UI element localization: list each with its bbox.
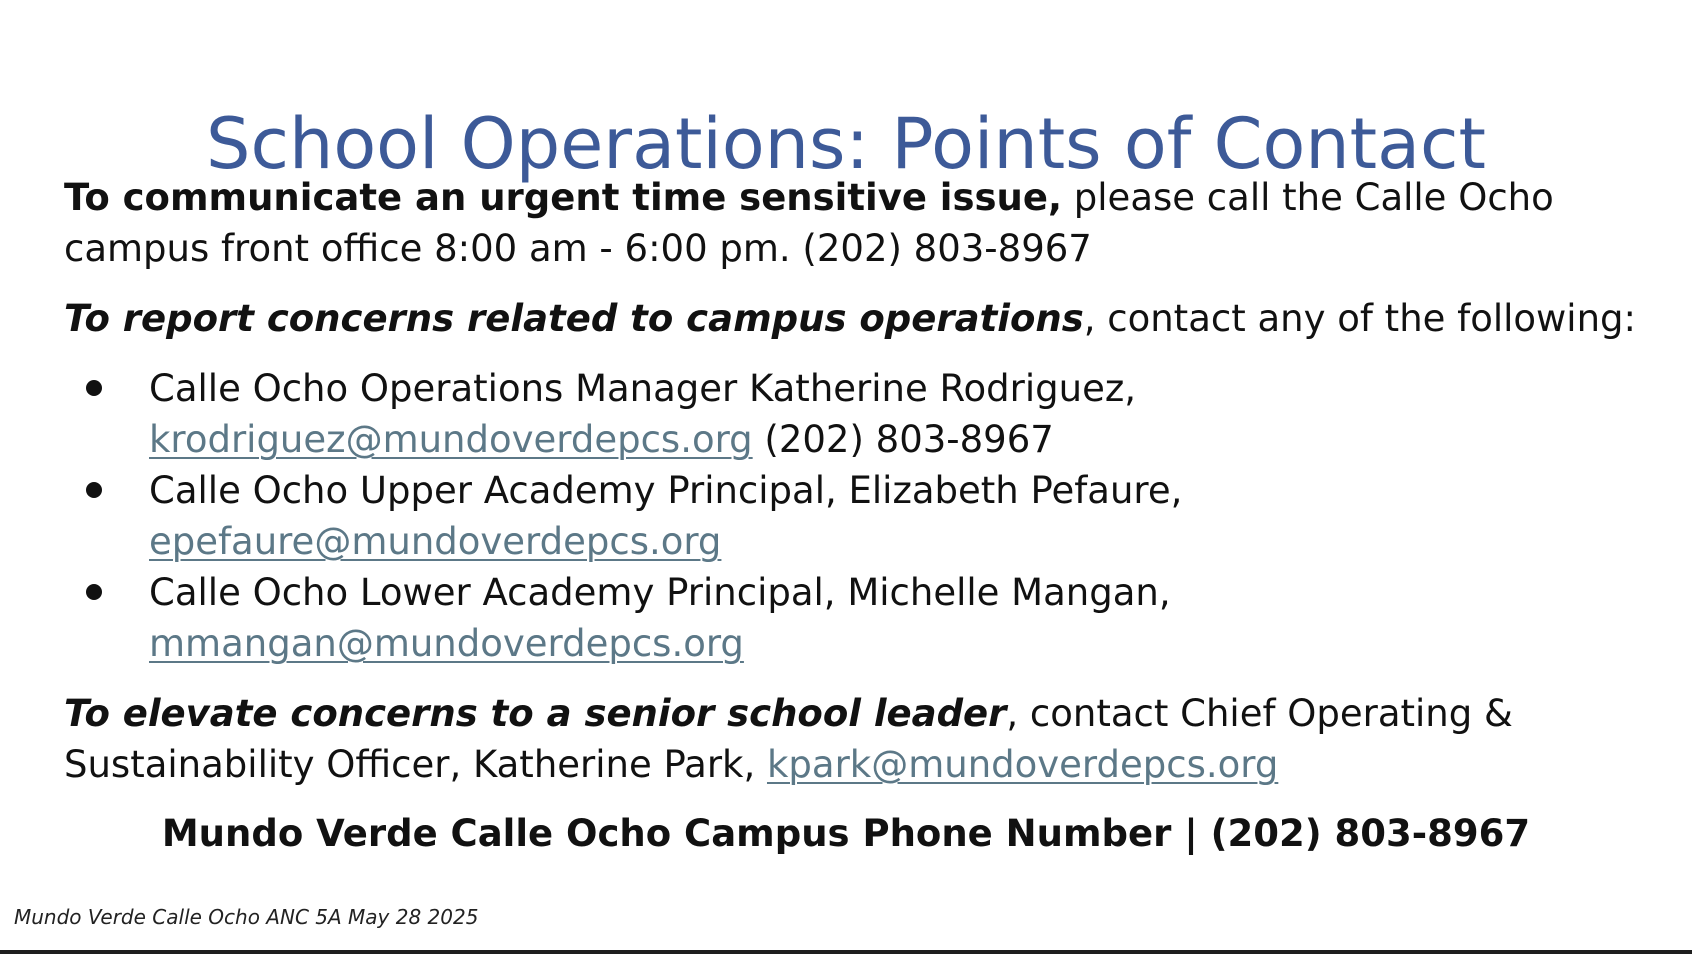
contact-description: Calle Ocho Lower Academy Principal, Michelle Mangan, — [149, 571, 1171, 614]
campus-phone-footer: Mundo Verde Calle Ocho Campus Phone Number | (202) 803-8967 — [161, 812, 1531, 855]
report-paragraph — [64, 293, 1644, 344]
report-lead: To report concerns related to campus operations — [64, 297, 1084, 340]
slide-title: School Operations: Points of Contact — [206, 102, 1486, 185]
contact-phone: (202) 803-8967 — [752, 418, 1054, 461]
urgent-text: please call the Calle Ocho campus front office 8:00 am - 6:00 pm. (202) 803-8967 — [64, 176, 1554, 270]
email-link-kpark[interactable]: kpark@mundoverdepcs.org — [766, 743, 1279, 786]
contact-description: Calle Ocho Operations Manager Katherine Rodriguez, — [149, 367, 1137, 410]
bullet-icon — [86, 584, 102, 600]
slide-caption: Mundo Verde Calle Ocho ANC 5A May 28 2025 — [14, 905, 479, 929]
report-text: , contact any of the following: — [1083, 297, 1636, 340]
list-item — [64, 567, 1644, 669]
email-link-krodriguez[interactable]: krodriguez@mundoverdepcs.org — [149, 418, 753, 461]
bullet-icon — [86, 482, 102, 498]
elevate-text: , contact Chief Operating & Sustainability Officer, Katherine Park, — [64, 692, 1513, 786]
elevate-lead: To elevate concerns to a senior school leader — [64, 692, 1007, 735]
contact-list — [64, 363, 1644, 669]
list-item — [64, 465, 1644, 567]
urgent-lead: To communicate an urgent time sensitive issue, — [64, 176, 1063, 219]
email-link-mmangan[interactable]: mmangan@mundoverdepcs.org — [149, 622, 744, 665]
elevate-paragraph — [64, 688, 1644, 790]
contact-description: Calle Ocho Upper Academy Principal, Elizabeth Pefaure, — [149, 469, 1183, 512]
slide-content — [64, 172, 1644, 790]
email-link-epefaure[interactable]: epefaure@mundoverdepcs.org — [149, 520, 722, 563]
urgent-paragraph — [64, 172, 1644, 274]
bullet-icon — [86, 380, 102, 396]
list-item — [64, 363, 1644, 465]
bottom-divider — [0, 950, 1692, 954]
